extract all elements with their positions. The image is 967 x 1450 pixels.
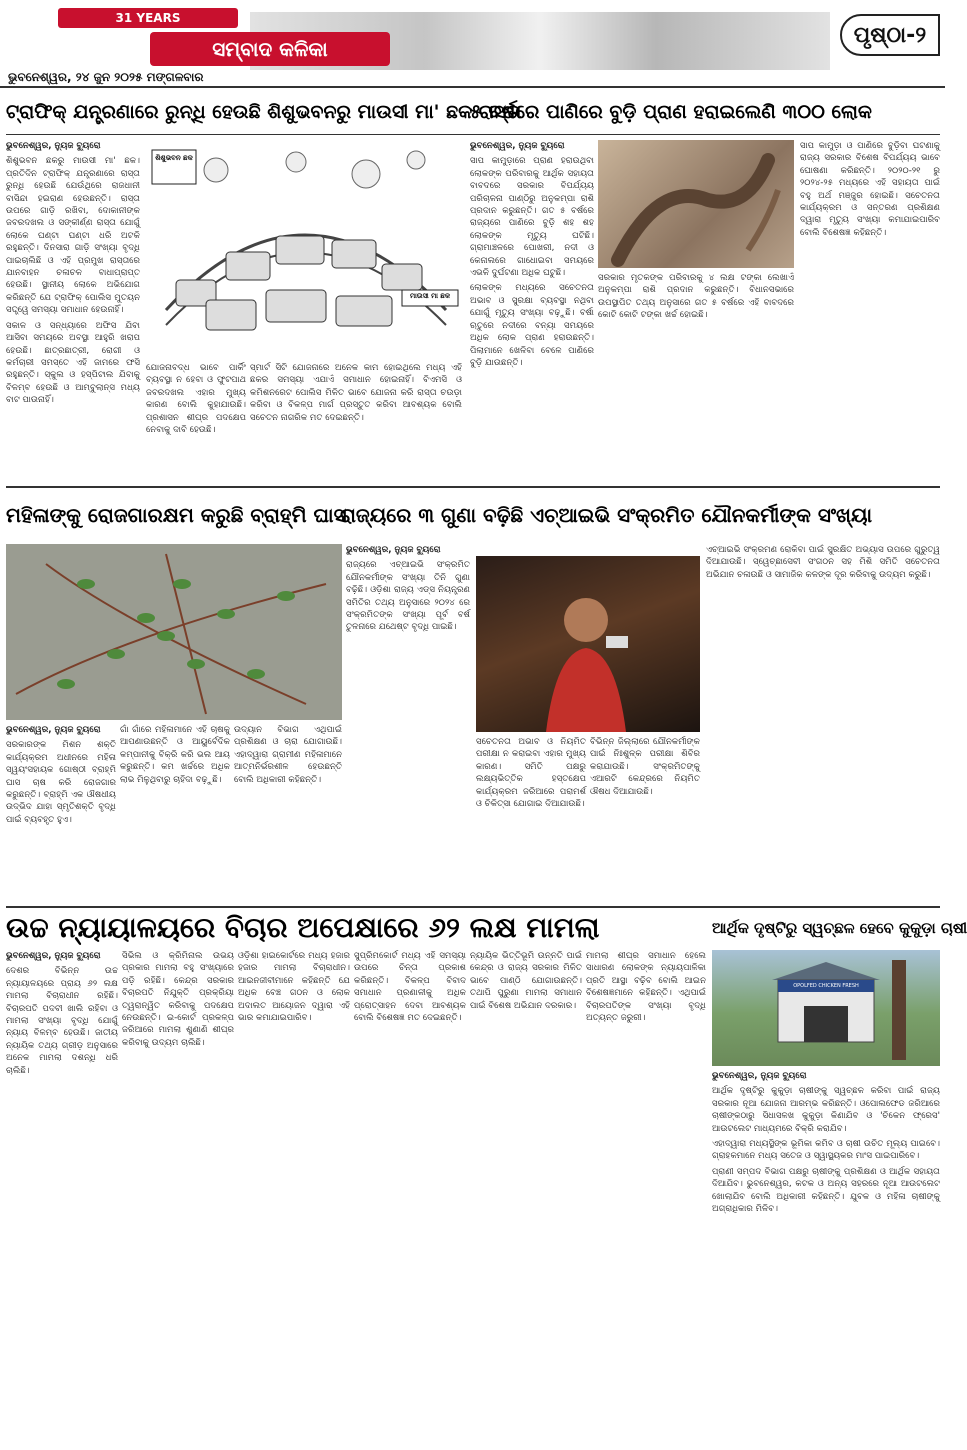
drowning-body-4: ସାପ କାମୁଡ଼ା ଓ ପାଣିରେ ବୁଡ଼ିବା ଘଟଣାକୁ ରାଜ୍ୟ ସରକାର ବିଶେଷ ବିପର୍ଯ୍ୟୟ ଭାବେ ଘୋଷଣା କରିଛନ୍ତି। ୨୦୨୦-୨୧ ରୁ ୨୦୨୪-୨୫ ମଧ୍ୟରେ ଏହି ସହାୟତା ପାଇଁ ବହୁ ଅର୍ଥ ମଞ୍ଜୁର ହୋଇଛି। ସଚେତନତା କାର୍ଯ୍ୟକ୍ରମ ଓ ସନ୍ତରଣ ପ୍ରଶିକ୍ଷଣ ଦ୍ୱାରା ମୃତ୍ୟୁ ସଂଖ୍ୟା କମାଯାଇପାରିବ ବୋଲି ବିଶେଷଜ୍ଞ କହିଛନ୍ତି। xyxy=(800,141,940,238)
headline-hiv: ରାଜ୍ୟରେ ୩ ଗୁଣା ବଢ଼ିଛି ଏଚ୍ଆଇଭି ସଂକ୍ରମିତ ଯୌନକର୍ମୀଙ୍କ ସଂଖ୍ୟା xyxy=(340,503,873,527)
cartoon-sign-mausima: ମାଉସୀ ମା ଛକ xyxy=(409,292,451,300)
court-body-6: ମାମଲା ଶୀଘ୍ର ସମାଧାନ ହେଲେ ସାଧାରଣ ଲୋକଙ୍କ ନ୍ୟାୟପାଳିକା ପ୍ରତି ଆସ୍ଥା ବଢ଼ିବ ବୋଲି ଆଇନ ବିଶେଷଜ୍ଞମାନେ କହିଛନ୍ତି। ଏଥିପାଇଁ ବିଚାରପତିଙ୍କ ସଂଖ୍ୟା ବୃଦ୍ଧି ଅତ୍ୟନ୍ତ ଜରୁରୀ। xyxy=(586,951,706,1024)
hiv-photo xyxy=(476,556,700,732)
hiv-body-4: ଏଚ୍ଆଇଭି ସଂକ୍ରମଣ ରୋକିବା ପାଇଁ ସୁରକ୍ଷିତ ଅଭ୍ୟାସ ଉପରେ ଗୁରୁତ୍ୱ ଦିଆଯାଉଛି। ସ୍ୱେଚ୍ଛାସେବୀ ସଂଗଠନ ସହ ମିଶି ସମିତି ସଚେତନତା ଅଭିଯାନ ଚଳାଉଛି ଓ ସାମାଜିକ କଳଙ୍କ ଦୂର କରିବାକୁ ଉଦ୍ୟମ କରୁଛି। xyxy=(706,545,940,580)
snakebite-photo xyxy=(598,140,794,268)
traffic-column-1 xyxy=(6,140,140,482)
divider xyxy=(6,486,940,488)
traffic-body-2: ସକାଳ ଓ ସନ୍ଧ୍ୟାରେ ଅଫିସ ଯିବା ଆସିବା ସମୟରେ ଅବସ୍ଥା ଆହୁରି ଖରାପ ହେଉଛି। ଛାତ୍ରଛାତ୍ରୀ, ରୋଗୀ ଓ କର୍ମଚାରୀ ସମସ୍ତେ ଏହି ଜାମରେ ଫସି ରହୁଛନ୍ତି। ସ୍କୁଲ ଓ ହସ୍ପିଟାଲ ଯିବାକୁ ବିଳମ୍ବ ହେଉଛି ଓ ଆମ୍ବୁଲାନ୍ସ ମଧ୍ୟ ବାଟ ପାଉନାହିଁ। xyxy=(6,320,140,406)
traffic-column-2 xyxy=(146,362,246,482)
drowning-body-1: ସାପ କାମୁଡ଼ାରେ ପ୍ରାଣ ହରାଉଥିବା ଲୋକଙ୍କ ପରିବାରକୁ ଆର୍ଥିକ ସହାୟତା ବାବଦରେ ସରକାର ବିପର୍ଯ୍ୟୟ ପରିଚାଳନା ପାଣ୍ଠିରୁ ଅନୁକମ୍ପା ରାଶି ପ୍ରଦାନ କରୁଛନ୍ତି। ଗତ ୫ ବର୍ଷରେ ରାଜ୍ୟରେ ପାଣିରେ ବୁଡ଼ି ଶହ ଶହ ଲୋକଙ୍କ ମୃତ୍ୟୁ ଘଟିଛି। ଗ୍ରାମାଞ୍ଚଳରେ ପୋଖରୀ, ନଦୀ ଓ କେନାଲରେ ଗାଧୋଇବା ସମୟରେ ଏଭଳି ଦୁର୍ଘଟଣା ଅଧିକ ଘଟୁଛି। xyxy=(470,156,594,279)
court-column-4 xyxy=(354,950,466,1444)
poultry-byline: ଭୁବନେଶ୍ୱର, ନ୍ୟୁଜ ବ୍ୟୁରୋ xyxy=(712,1071,807,1081)
divider xyxy=(6,906,940,908)
drowning-byline: ଭୁବନେଶ୍ୱର, ନ୍ୟୁଜ ବ୍ୟୁରୋ xyxy=(470,141,565,151)
headline-drowning: ୫ ବର୍ଷରେ ପାଣିରେ ବୁଡ଼ି ପ୍ରାଣ ହରାଇଲେଣି ୩୦୦ ଲୋକ xyxy=(470,101,872,123)
poultry-column-1 xyxy=(712,1070,940,1444)
traffic-body-4: ସ୍ମାର୍ଟ ସିଟି ଯୋଜନାରେ ଅନେକ କାମ ହୋଇଥିଲେ ମଧ୍ୟ ଏହି ଛକର ସମସ୍ୟା ଏଯାଏଁ ସମାଧାନ ହୋଇନାହିଁ। ବିଏମସି ଓ କମିଶନରେଟ ପୋଲିସ ମିଳିତ ଭାବେ ଯୋଜନା କରି ରାସ୍ତା ଚଉଡ଼ା କରିବା ଓ ବିକଳ୍ପ ମାର୍ଗ ପ୍ରସ୍ତୁତ କରିବା ଆବଶ୍ୟକ ବୋଲି ସଚେତନ ନାଗରିକ ମତ ଦେଇଛନ୍ତି। xyxy=(250,363,462,423)
hiv-column-2 xyxy=(476,736,586,904)
drowning-body-2: ଲୋକଙ୍କ ମଧ୍ୟରେ ସଚେତନତା ଅଭାବ ଓ ସୁରକ୍ଷା ବ୍ୟବସ୍ଥା ନଥିବା ଯୋଗୁଁ ମୃତ୍ୟୁ ସଂଖ୍ୟା ବଢ଼ୁଛି। ବର୍ଷା ଋତୁରେ ନଦୀରେ ବନ୍ୟା ସମୟରେ ଅଧିକ ଲୋକ ପ୍ରାଣ ହରାଉଛନ୍ତି। ପିଲାମାନେ ଖେଳିବା ବେଳେ ପାଣିରେ ବୁଡ଼ି ଯାଉଛନ୍ତି। xyxy=(470,283,594,368)
hiv-body-2: ସଚେତନତା ଅଭାବ ଓ ନିୟମିତ ପରୀକ୍ଷା ନ କରାଇବା ଏହାର ମୁଖ୍ୟ କାରଣ। ସମିତି ପକ୍ଷରୁ ଲକ୍ଷ୍ୟଭିତ୍ତିକ ହସ୍ତକ୍ଷେପ କାର୍ଯ୍ୟକ୍ରମ ଜରିଆରେ ପରାମର୍ଶ ଓ ଚିକିତ୍ସା ଯୋଗାଇ ଦିଆଯାଉଛି। xyxy=(476,737,586,810)
poultry-body-1: ଆର୍ଥିକ ଦୃଷ୍ଟିରୁ କୁକୁଡ଼ା ଚାଷୀଙ୍କୁ ସ୍ୱଚ୍ଛଳ କରିବା ପାଇଁ ରାଜ୍ୟ ସରକାର ନୂଆ ଯୋଜନା ଆରମ୍ଭ କରିଛନ୍ତି। ଓପୋଲଫେଡ ଜରିଆରେ ଚାଷୀଙ୍କଠାରୁ ସିଧାସଳଖ କୁକୁଡ଼ା କିଣାଯିବ ଓ 'ଚିକେନ ଫ୍ରେସ' ଆଉଟଲେଟ ମାଧ୍ୟମରେ ବିକ୍ରି କରାଯିବ। xyxy=(712,1086,940,1134)
traffic-body-1: ଶିଶୁଭବନ ଛକରୁ ମାଉସୀ ମା' ଛକ। ପ୍ରତିଦିନ ଟ୍ରାଫିକ୍ ଯନ୍ତ୍ରଣାରେ ରାସ୍ତା ରୁନ୍ଧି ହେଉଛି ଯେଉଁଥିରେ ରାଜଧାନୀ ବାସିନ୍ଦା ହଇରାଣ ହେଉଛନ୍ତି। ରାସ୍ତା ଉପରେ ଗାଡ଼ି ରଖିବା, ଦୋକାନୀଙ୍କ ଜବରଦଖଲ ଓ ସଙ୍କୀର୍ଣ୍ଣ ରାସ୍ତା ଯୋଗୁଁ ଲୋକେ ଘଣ୍ଟା ଘଣ୍ଟା ଧରି ଅଟକି ରହୁଛନ୍ତି। ଦିନସାରା ଗାଡ଼ି ସଂଖ୍ୟା ବୃଦ୍ଧି ପାଇଚାଲିଛି ଓ ଏହି ପ୍ରମୁଖ ରାସ୍ତାରେ ଯାନବାହନ ଚଳାଚଳ ବାଧାପ୍ରାପ୍ତ ହେଉଛି। ସ୍ଥାନୀୟ ଲୋକେ ଅଭିଯୋଗ କରିଛନ୍ତି ଯେ ଟ୍ରାଫିକ୍ ପୋଲିସ ମୁତୟନ ସତ୍ତ୍ୱେ ସମସ୍ୟା ସମାଧାନ ହେଉନାହିଁ। xyxy=(6,156,140,316)
headline-court: ଉଚ୍ଚ ନ୍ୟାୟାଳୟରେ ବିଚାର ଅପେକ୍ଷାରେ ୬୨ ଲକ୍ଷ ମାମଲା xyxy=(6,911,600,944)
brahmi-body-1: ସରକାରଙ୍କ ମିଶନ ଶକ୍ତି କାର୍ଯ୍ୟକ୍ରମ ଅଧୀନରେ ମହିଳା ସ୍ୱୟଂସହାୟକ ଗୋଷ୍ଠୀ ବ୍ରାହ୍ମି ଘାସ ଚାଷ କରି ରୋଜଗାର କରୁଛନ୍ତି। ବ୍ରାହ୍ମି ଏକ ଔଷଧୀୟ ଉଦ୍ଭିଦ ଯାହା ସ୍ମୃତିଶକ୍ତି ବୃଦ୍ଧି ପାଇଁ ବ୍ୟବହୃତ ହୁଏ। xyxy=(6,740,116,825)
hiv-body-3: ବିଭିନ୍ନ ଜିଲ୍ଲାରେ ଯୌନକର୍ମୀଙ୍କ ପାଇଁ ନିଃଶୁଳ୍କ ପରୀକ୍ଷା ଶିବିର କରାଯାଉଛି। ସଂକ୍ରମିତଙ୍କୁ ଏଆରଟି କେନ୍ଦ୍ରରେ ନିୟମିତ ଔଷଧ ଦିଆଯାଉଛି। xyxy=(590,737,700,797)
poultry-outlet-photo xyxy=(712,950,940,1066)
masthead xyxy=(0,0,945,88)
dateline: ଭୁବନେଶ୍ୱର, ୨୪ ଜୁନ ୨୦୨୫ ମଙ୍ଗଳବାର xyxy=(8,70,204,84)
poultry-body-2: ଏହାଦ୍ୱାରା ମଧ୍ୟସ୍ଥିଙ୍କ ଭୂମିକା କମିବ ଓ ଚାଷୀ ଉଚିତ ମୂଲ୍ୟ ପାଇବେ। ଗ୍ରାହକମାନେ ମଧ୍ୟ ସତେଜ ଓ ସ୍ୱାସ୍ଥ୍ୟକର ମାଂସ ପାଇପାରିବେ। xyxy=(712,1139,940,1162)
page-number: ପୃଷ୍ଠା-୨ xyxy=(840,14,940,56)
court-column-2 xyxy=(122,950,234,1444)
traffic-column-3 xyxy=(250,362,462,482)
drowning-column-1 xyxy=(470,140,594,482)
headline-brahmi: ମହିଳାଙ୍କୁ ରୋଜଗାରକ୍ଷମ କରୁଛି ବ୍ରାହ୍ମି ଘାସ xyxy=(6,503,347,527)
brahmi-column-1 xyxy=(6,724,116,904)
headline-traffic: ଟ୍ରାଫିକ୍ ଯନ୍ତ୍ରଣାରେ ରୁନ୍ଧି ହେଉଛି ଶିଶୁଭବନରୁ ମାଉସୀ ମା' ଛକ ରାସ୍ତା xyxy=(6,101,522,123)
brahmi-byline: ଭୁବନେଶ୍ୱର, ନ୍ୟୁଜ ବ୍ୟୁରୋ xyxy=(6,725,101,735)
court-column-1 xyxy=(6,950,118,1444)
traffic-cartoon xyxy=(146,140,462,358)
brahmi-column-2 xyxy=(120,724,230,904)
hiv-column-4 xyxy=(706,544,940,904)
divider xyxy=(6,134,940,135)
drowning-column-2 xyxy=(598,272,794,482)
headline-poultry: ଆର୍ଥିକ ଦୃଷ୍ଟିରୁ ସ୍ୱଚ୍ଛଳ ହେବେ କୁକୁଡ଼ା ଚାଷୀ xyxy=(712,919,967,937)
court-column-6 xyxy=(586,950,706,1444)
traffic-body-3: ଯୋଜନାବଦ୍ଧ ଭାବେ ପାର୍କିଂ ବ୍ୟବସ୍ଥା ନ ହେବା ଓ ଫୁଟପାଥ ଜବରଦଖଲ ଏହାର ମୁଖ୍ୟ କାରଣ ବୋଲି କୁହାଯାଉଛି। ପ୍ରଶାସନ ଶୀଘ୍ର ପଦକ୍ଷେପ ନେବାକୁ ଦାବି ହେଉଛି। xyxy=(146,363,246,436)
court-body-3: ଓଡ଼ିଶା ହାଇକୋର୍ଟରେ ମଧ୍ୟ ହଜାର ହଜାର ମାମଲା ବିଚାରାଧୀନ। ଆଇନଜୀବୀମାନେ କହିଛନ୍ତି ଯେ ଅଧିକ ବେଞ୍ଚ ଗଠନ ଓ ଲୋକ ଅଦାଲତ ଆୟୋଜନ ଦ୍ୱାରା ଏହି ଭାର କମାଯାଇପାରିବ। xyxy=(238,951,350,1024)
traffic-byline: ଭୁବନେଶ୍ୱର, ନ୍ୟୁଜ ବ୍ୟୁରୋ xyxy=(6,141,101,151)
hiv-column-3 xyxy=(590,736,700,904)
drowning-body-3: ସରକାର ମୃତକଙ୍କ ପରିବାରକୁ ୪ ଲକ୍ଷ ଟଙ୍କା ଲେଖାଏଁ ଅନୁକମ୍ପା ରାଶି ପ୍ରଦାନ କରୁଛନ୍ତି। ବିଧାନସଭାରେ ଉପସ୍ଥାପିତ ତଥ୍ୟ ଅନୁସାରେ ଗତ ୫ ବର୍ଷରେ ଏହି ବାବଦରେ କୋଟି କୋଟି ଟଙ୍କା ଖର୍ଚ୍ଚ ହୋଇଛି। xyxy=(598,273,794,321)
brahmi-column-3 xyxy=(234,724,342,904)
court-column-5 xyxy=(470,950,582,1444)
court-byline: ଭୁବନେଶ୍ୱର, ନ୍ୟୁଜ ବ୍ୟୁରୋ xyxy=(6,951,101,961)
cartoon-sign-shishubhaban: ଶିଶୁଭବନ ଛକ xyxy=(155,154,193,162)
hiv-column-1 xyxy=(346,544,470,904)
court-body-2: ସିଭିଲ ଓ କ୍ରିମିନାଲ ଉଭୟ ପ୍ରକାର ମାମଲା ବହୁ ସଂଖ୍ୟାରେ ପଡ଼ି ରହିଛି। କେନ୍ଦ୍ର ସରକାର ବିଚାରପତି ନିଯୁକ୍ତି ପ୍ରକ୍ରିୟା ତ୍ୱରାନ୍ୱିତ କରିବାକୁ ପଦକ୍ଷେପ ନେଉଛନ୍ତି। ଇ-କୋର୍ଟ ପ୍ରକଳ୍ପ ଜରିଆରେ ମାମଲା ଶୁଣାଣି ଶୀଘ୍ର କରିବାକୁ ଉଦ୍ୟମ ଚାଲିଛି। xyxy=(122,951,234,1048)
hiv-byline: ଭୁବନେଶ୍ୱର, ନ୍ୟୁଜ ବ୍ୟୁରୋ xyxy=(346,545,441,555)
brahmi-body-2: ଗାଁ ଗାଁରେ ମହିଳାମାନେ ଏହି ଚାଷକୁ ଆପଣାଉଛନ୍ତି ଓ ଆୟୁର୍ବେଦିକ କମ୍ପାନୀକୁ ବିକ୍ରି କରି ଭଲ ଆୟ କରୁଛନ୍ତି। କମ ଖର୍ଚ୍ଚରେ ଅଧିକ ଲାଭ ମିଳୁଥିବାରୁ ଚାହିଦା ବଢ଼ୁଛି। xyxy=(120,725,230,785)
brahmi-photo xyxy=(6,544,342,720)
court-body-5: ନ୍ୟାୟିକ ଭିତ୍ତିଭୂମି ଉନ୍ନତି ପାଇଁ କେନ୍ଦ୍ର ଓ ରାଜ୍ୟ ସରକାର ମିଳିତ ଭାବେ ପାଣ୍ଠି ଯୋଗାଉଛନ୍ତି। ତଥାପି ପୁରୁଣା ମାମଲା ସମାଧାନ ପାଇଁ ବିଶେଷ ଅଭିଯାନ ଦରକାର। xyxy=(470,951,582,1011)
drowning-column-3 xyxy=(800,140,940,482)
anniversary-ribbon: 31 YEARS xyxy=(58,8,238,28)
court-body-1: ଦେଶର ବିଭିନ୍ନ ଉଚ୍ଚ ନ୍ୟାୟାଳୟରେ ପ୍ରାୟ ୬୨ ଲକ୍ଷ ମାମଲା ବିଚାରାଧୀନ ରହିଛି। ବିଚାରପତି ପଦବୀ ଖାଲି ରହିବା ଓ ମାମଲା ସଂଖ୍ୟା ବୃଦ୍ଧି ଯୋଗୁଁ ନ୍ୟାୟ ବିଳମ୍ବ ହେଉଛି। ଜାତୀୟ ନ୍ୟାୟିକ ତଥ୍ୟ ଗ୍ରୀଡ଼ ଅନୁସାରେ ଅନେକ ମାମଲା ଦଶନ୍ଧି ଧରି ଚାଲିଛି। xyxy=(6,966,118,1076)
hiv-body-1: ରାଜ୍ୟରେ ଏଚ୍ଆଇଭି ସଂକ୍ରମିତ ଯୌନକର୍ମୀଙ୍କ ସଂଖ୍ୟା ତିନି ଗୁଣା ବଢ଼ିଛି। ଓଡ଼ିଶା ରାଜ୍ୟ ଏଡ୍ସ ନିୟନ୍ତ୍ରଣ ସମିତିର ତଥ୍ୟ ଅନୁସାରେ ୨୦୨୪ ରେ ସଂକ୍ରମିତଙ୍କ ସଂଖ୍ୟା ପୂର୍ବ ବର୍ଷ ତୁଳନାରେ ଯଥେଷ୍ଟ ବୃଦ୍ଧି ପାଇଛି। xyxy=(346,560,470,633)
outlet-signboard: OPOLFED CHICKEN FRESH xyxy=(793,983,859,989)
court-column-3 xyxy=(238,950,350,1444)
brahmi-body-3: ଉଦ୍ୟାନ ବିଭାଗ ଏଥିପାଇଁ ପ୍ରଶିକ୍ଷଣ ଓ ଚାରା ଯୋଗାଉଛି। ଏହାଦ୍ୱାରା ଗ୍ରାମୀଣ ମହିଳାମାନେ ଆତ୍ମନିର୍ଭରଶୀଳ ହେଉଛନ୍ତି ବୋଲି ଅଧିକାରୀ କହିଛନ୍ତି। xyxy=(234,725,342,785)
newspaper-logo: ସମ୍ବାଦ କଳିକା xyxy=(150,32,390,66)
poultry-body-3: ପ୍ରାଣୀ ସମ୍ପଦ ବିଭାଗ ପକ୍ଷରୁ ଚାଷୀଙ୍କୁ ପ୍ରଶିକ୍ଷଣ ଓ ଆର୍ଥିକ ସହାୟତା ଦିଆଯିବ। ଭୁବନେଶ୍ୱର, କଟକ ଓ ଅନ୍ୟ ସହରରେ ନୂଆ ଆଉଟଲେଟ ଖୋଲାଯିବ ବୋଲି ଅଧିକାରୀ କହିଛନ୍ତି। ଯୁବକ ଓ ମହିଳା ଚାଷୀଙ୍କୁ ଅଗ୍ରାଧିକାର ମିଳିବ। xyxy=(712,1166,940,1215)
court-body-4: ସୁପ୍ରିମକୋର୍ଟ ମଧ୍ୟ ଏହି ସମସ୍ୟା ଉପରେ ଚିନ୍ତା ପ୍ରକାଶ କରିଛନ୍ତି। ବିକଳ୍ପ ବିବାଦ ସମାଧାନ ପ୍ରଣାଳୀକୁ ଅଧିକ ପ୍ରୋତ୍ସାହନ ଦେବା ଆବଶ୍ୟକ ବୋଲି ବିଶେଷଜ୍ଞ ମତ ଦେଇଛନ୍ତି। xyxy=(354,951,466,1024)
